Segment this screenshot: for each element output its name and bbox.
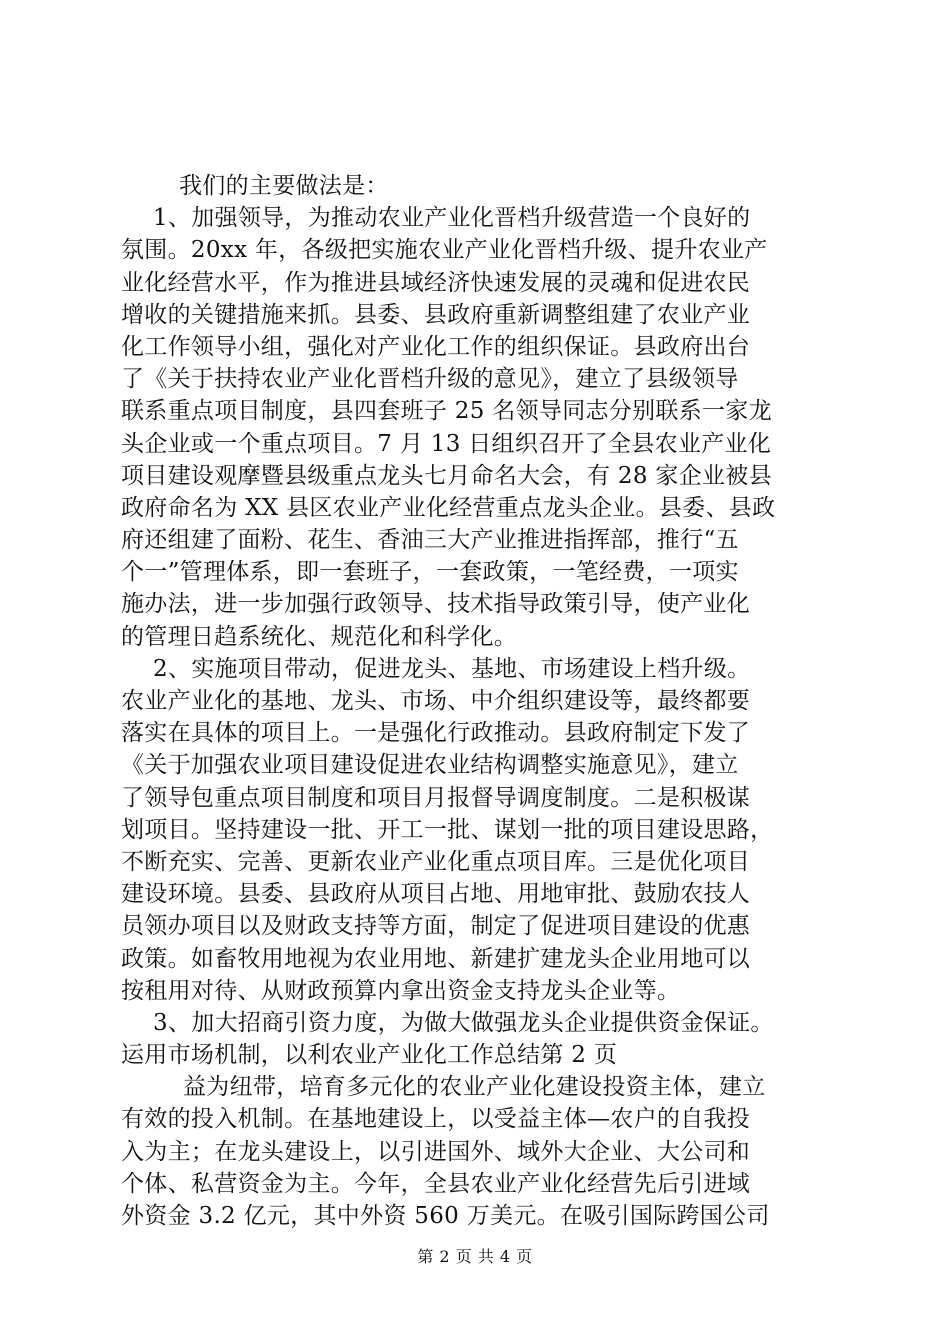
text-line: 农业产业化的基地、龙头、市场、中介组织建设等，最终都要 bbox=[121, 688, 751, 714]
text-line: 1、加强领导，为推动农业产业化晋档升级营造一个良好的 bbox=[153, 205, 751, 232]
text-line: 化工作领导小组，强化对产业化工作的组织保证。县政府出台 bbox=[121, 333, 751, 360]
text-line: 益为纽带，培育多元化的农业产业化建设投资主体，建立 bbox=[183, 1074, 766, 1101]
text-line: 我们的主要做法是： bbox=[179, 173, 389, 199]
text-line: 有效的投入机制。在基地建设上，以受益主体—农户的自我投 bbox=[121, 1106, 751, 1133]
text-line: 政府命名为 XX 县区农业产业化经营重点龙头企业。县委、县政 bbox=[121, 494, 776, 521]
text-line: 了领导包重点项目制度和项目月报督导调度制度。二是积极谋 bbox=[121, 784, 751, 811]
text-line: 头企业或一个重点项目。7 月 13 日组织召开了全县农业产业化 bbox=[121, 430, 772, 457]
text-line: 的管理日趋系统化、规范化和科学化。 bbox=[121, 623, 518, 650]
text-line: 建设环境。县委、县政府从项目占地、用地审批、鼓励农技人 bbox=[121, 881, 751, 908]
text-line: 落实在具体的项目上。一是强化行政推动。县政府制定下发了 bbox=[121, 720, 751, 747]
text-line: 划项目。坚持建设一批、开工一批、谋划一批的项目建设思路， bbox=[121, 816, 774, 843]
document-body bbox=[121, 170, 833, 1232]
text-line: 员领办项目以及财政支持等方面，制定了促进项目建设的优惠 bbox=[121, 913, 751, 940]
text-line: 运用市场机制，以利农业产业化工作总结第 2 页 bbox=[121, 1042, 618, 1069]
text-line: 外资金 3.2 亿元，其中外资 560 万美元。在吸引国际跨国公司 bbox=[121, 1203, 770, 1229]
text-line: 府还组建了面粉、花生、香油三大产业推进指挥部，推行“五 bbox=[121, 527, 739, 554]
text-line: 增收的关键措施来抓。县委、县政府重新调整组建了农业产业 bbox=[121, 301, 751, 328]
text-line: 《关于加强农业项目建设促进农业结构调整实施意见》，建立 bbox=[121, 752, 739, 779]
text-line: 3、加大招商引资力度，为做大做强龙头企业提供资金保证。 bbox=[153, 1009, 774, 1036]
text-line: 政策。如畜牧用地视为农业用地、新建扩建龙头企业用地可以 bbox=[121, 945, 751, 972]
text-line: 施办法，进一步加强行政领导、技术指导政策引导，使产业化 bbox=[121, 591, 751, 618]
page-footer: 第 2 页 共 4 页 bbox=[417, 1247, 533, 1266]
text-line: 项目建设观摩暨县级重点龙头七月命名大会，有 28 家企业被县 bbox=[121, 462, 772, 489]
text-line: 业化经营水平，作为推进县域经济快速发展的灵魂和促进农民 bbox=[121, 269, 751, 296]
text-line: 了《关于扶持农业产业化晋档升级的意见》，建立了县级领导 bbox=[121, 366, 739, 393]
text-line: 氛围。20xx 年，各级把实施农业产业化晋档升级、提升农业产 bbox=[121, 237, 768, 264]
text-line: 联系重点项目制度，县四套班子 25 名领导同志分别联系一家龙 bbox=[121, 398, 772, 425]
text-line: 入为主；在龙头建设上，以引进国外、域外大企业、大公司和 bbox=[121, 1138, 751, 1165]
text-line: 个体、私营资金为主。今年，全县农业产业化经营先后引进域 bbox=[121, 1170, 751, 1197]
text-line: 按租用对待、从财政预算内拿出资金支持龙头企业等。 bbox=[121, 977, 681, 1004]
text-line: 2、实施项目带动，促进龙头、基地、市场建设上档升级。 bbox=[153, 655, 751, 682]
text-line: 个一”管理体系，即一套班子，一套政策，一笔经费，一项实 bbox=[121, 559, 739, 586]
text-line: 不断充实、完善、更新农业产业化重点项目库。三是优化项目 bbox=[121, 848, 751, 875]
